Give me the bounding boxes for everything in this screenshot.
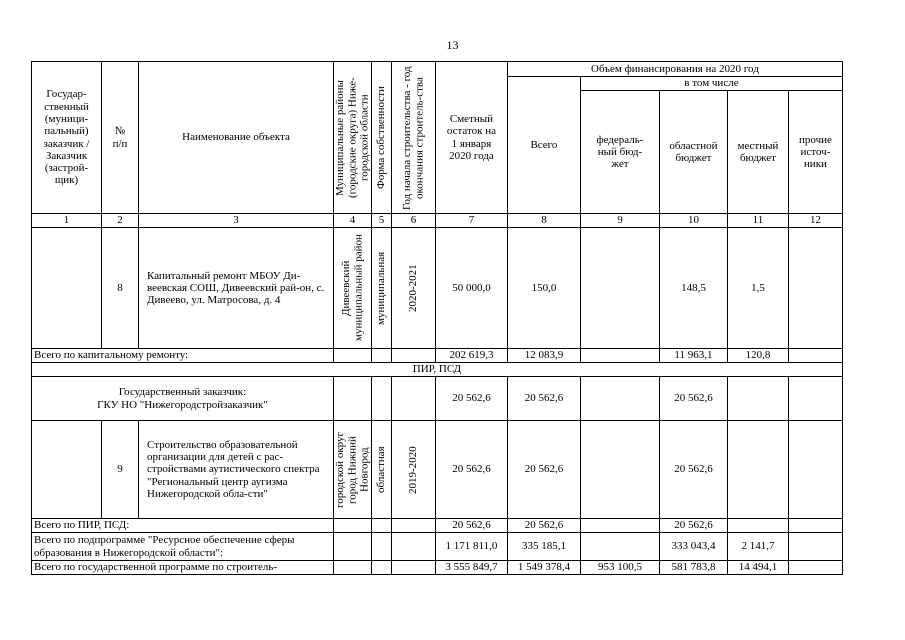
financing-table: [31, 61, 843, 575]
header-customer: Государ- ственный (муници- пальный) заказчик / Заказчик (застрой- щик): [32, 62, 102, 214]
header-total: Всего: [507, 77, 580, 214]
column-numbers-row: [32, 214, 843, 228]
total-subprogram-balance: 1 171 811,0: [435, 533, 507, 561]
total-subprogram-regional: 333 043,4: [659, 533, 727, 561]
total-program-label: Всего по государственной программе по строитель-: [32, 561, 334, 575]
total-pir-regional: 20 562,6: [659, 519, 727, 533]
total-subprogram-total: 335 185,1: [507, 533, 580, 561]
header-regional: областной бюджет: [659, 91, 727, 214]
row8-regional: 148,5: [659, 228, 727, 349]
row8-balance: 50 000,0: [435, 228, 507, 349]
row8-local: 1,5: [727, 228, 788, 349]
header-local: местный бюджет: [727, 91, 788, 214]
row8-years: 2020-2021: [391, 228, 435, 349]
row8-other: [788, 228, 842, 349]
section-title: ПИР, ПСД: [32, 363, 843, 377]
col-number: 6: [391, 214, 435, 228]
customer-row: [32, 377, 843, 421]
total-pir-row: [32, 519, 843, 533]
total-subprogram-label: Всего по подпрограмме "Ресурсное обеспечение сферы образования в Нижегородской области":: [32, 533, 334, 561]
page-number: 13: [446, 38, 459, 52]
total-program-total: 1 549 378,4: [507, 561, 580, 575]
row8-ownership: муниципальная: [371, 228, 391, 349]
table-row: [32, 421, 843, 519]
header-ownership: Форма собственности: [371, 62, 391, 214]
row9-other: [788, 421, 842, 519]
header-num: № п/п: [102, 62, 139, 214]
row9-num: 9: [102, 421, 139, 519]
row8-name: Капитальный ремонт МБОУ Ди-веевская СОШ, Дивеевский рай-он, с. Дивеево, ул. Матросова, д. 4: [139, 228, 334, 349]
total-capital-row: [32, 349, 843, 363]
col-number: 8: [507, 214, 580, 228]
header-other: прочие источ- ники: [788, 91, 842, 214]
total-pir-balance: 20 562,6: [435, 519, 507, 533]
col-number: 7: [435, 214, 507, 228]
col-number: 3: [139, 214, 334, 228]
total-capital-total: 12 083,9: [507, 349, 580, 363]
row8-num: 8: [102, 228, 139, 349]
row9-name: Строительство образовательной организации для детей с рас-стройствами аутистического спектра "Региональный центр аугизма Нижегородской обла-сти": [139, 421, 334, 519]
row9-customer: [32, 421, 102, 519]
col-number: 12: [788, 214, 842, 228]
row9-regional: 20 562,6: [659, 421, 727, 519]
row9-local: [727, 421, 788, 519]
row9-ownership: областная: [371, 421, 391, 519]
total-program-federal: 953 100,5: [580, 561, 659, 575]
col-number: 2: [102, 214, 139, 228]
row9-total: 20 562,6: [507, 421, 580, 519]
col-number: 10: [659, 214, 727, 228]
row8-federal: [580, 228, 659, 349]
col-number: 1: [32, 214, 102, 228]
customer-label: Государственный заказчик: ГКУ НО "Нижегородстройзаказчик": [32, 377, 334, 421]
total-capital-regional: 11 963,1: [659, 349, 727, 363]
header-including: в том числе: [580, 77, 842, 91]
total-program-balance: 3 555 849,7: [435, 561, 507, 575]
total-capital-local: 120,8: [727, 349, 788, 363]
col-number: 11: [727, 214, 788, 228]
row9-federal: [580, 421, 659, 519]
total-subprogram-row: [32, 533, 843, 561]
row9-years: 2019-2020: [391, 421, 435, 519]
total-capital-label: Всего по капитальному ремонту:: [32, 349, 334, 363]
total-subprogram-local: 2 141,7: [727, 533, 788, 561]
header-federal: федераль- ный бюд- жет: [580, 91, 659, 214]
header-districts: Муниципальные районы (городские округа) Ниже-городской области: [334, 62, 372, 214]
row9-balance: 20 562,6: [435, 421, 507, 519]
customer-total: 20 562,6: [507, 377, 580, 421]
header-object-name: Наименование объекта: [139, 62, 334, 214]
total-program-row: [32, 561, 843, 575]
header-balance: Сметный остаток на 1 января 2020 года: [435, 62, 507, 214]
col-number: 5: [371, 214, 391, 228]
total-program-regional: 581 783,8: [659, 561, 727, 575]
total-pir-label: Всего по ПИР, ПСД:: [32, 519, 334, 533]
row8-district: Дивеевский муниципальный район: [334, 228, 372, 349]
col-number: 4: [334, 214, 372, 228]
total-capital-balance: 202 619,3: [435, 349, 507, 363]
row9-district: городской округ город Нижний Новгород: [334, 421, 372, 519]
total-pir-total: 20 562,6: [507, 519, 580, 533]
row8-total: 150,0: [507, 228, 580, 349]
customer-regional: 20 562,6: [659, 377, 727, 421]
header-years: Год начала строительства - год окончания строитель-ства: [391, 62, 435, 214]
total-program-local: 14 494,1: [727, 561, 788, 575]
table-row: [32, 228, 843, 349]
header-financing: Объем финансирования на 2020 год: [507, 62, 842, 77]
row8-customer: [32, 228, 102, 349]
customer-balance: 20 562,6: [435, 377, 507, 421]
col-number: 9: [580, 214, 659, 228]
